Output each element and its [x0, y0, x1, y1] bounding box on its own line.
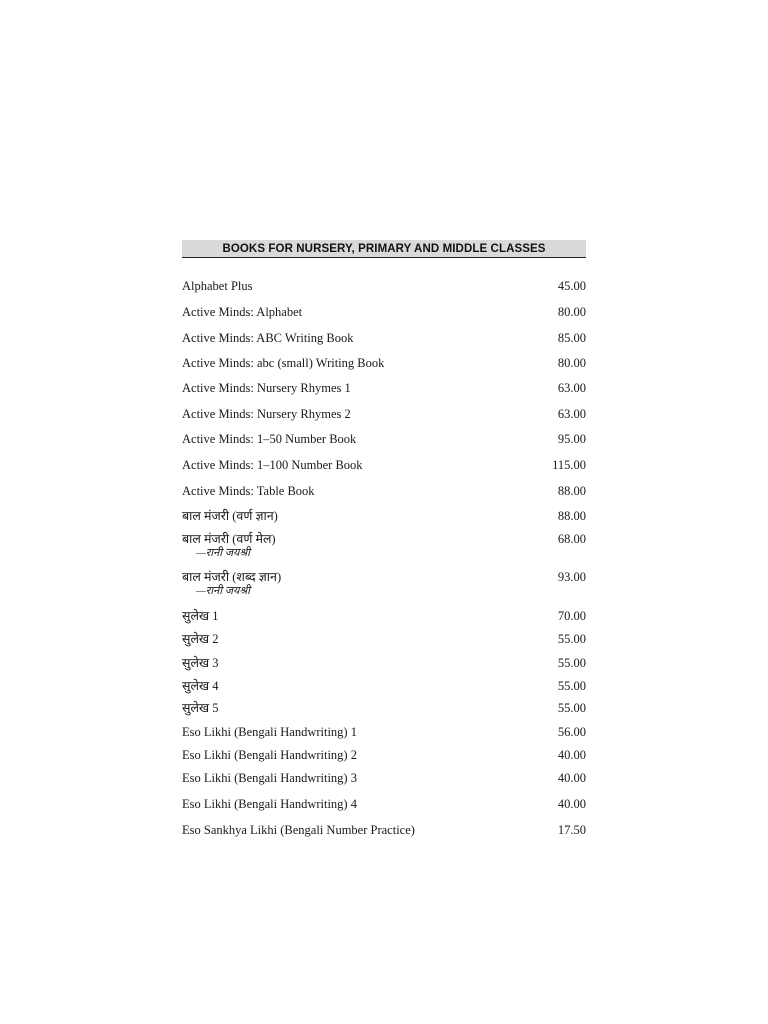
book-price: 95.00: [557, 432, 586, 446]
book-title: बाल मंजरी (वर्ण मेल): [182, 532, 276, 546]
book-price: 55.00: [557, 632, 586, 646]
book-row: [182, 822, 586, 838]
book-row: [182, 483, 586, 499]
book-row: [182, 655, 586, 671]
book-price: 70.00: [557, 609, 586, 623]
book-title: बाल मंजरी (शब्द ज्ञान): [182, 570, 282, 584]
book-row: [182, 431, 586, 447]
book-title: सुलेख 4: [182, 679, 219, 693]
book-author: —रानी जयश्री: [196, 547, 251, 559]
book-title: Eso Likhi (Bengali Handwriting) 3: [182, 771, 357, 785]
book-price: 93.00: [557, 570, 586, 584]
book-title: Active Minds: Alphabet: [182, 305, 303, 319]
book-title: Active Minds: Nursery Rhymes 2: [182, 407, 351, 421]
book-price: 63.00: [557, 381, 586, 395]
book-row: [182, 278, 586, 294]
book-row: [182, 355, 586, 371]
book-row: [182, 531, 586, 559]
book-row: [182, 380, 586, 396]
book-price: 63.00: [557, 407, 586, 421]
book-row: [182, 457, 586, 473]
book-title: Active Minds: Table Book: [182, 484, 315, 498]
book-title: Eso Sankhya Likhi (Bengali Number Practice): [182, 823, 415, 837]
book-title: बाल मंजरी (वर्ण ज्ञान): [182, 509, 278, 523]
book-row: [182, 304, 586, 320]
book-price: 85.00: [557, 331, 586, 345]
book-row: [182, 569, 586, 597]
book-title: सुलेख 5: [182, 701, 219, 715]
book-price: 88.00: [557, 509, 586, 523]
book-title: सुलेख 3: [182, 656, 219, 670]
book-row: [182, 796, 586, 812]
book-price: 115.00: [552, 458, 586, 472]
book-price: 40.00: [557, 797, 586, 811]
book-price: 68.00: [557, 532, 586, 546]
book-price: 45.00: [557, 279, 586, 293]
book-row: [182, 770, 586, 786]
book-title: सुलेख 2: [182, 632, 219, 646]
book-price: 40.00: [557, 771, 586, 785]
section-header: BOOKS FOR NURSERY, PRIMARY AND MIDDLE CLASSES: [182, 240, 586, 258]
book-row: [182, 631, 586, 647]
book-row: [182, 724, 586, 740]
book-title: Active Minds: 1–50 Number Book: [182, 432, 357, 446]
book-title: Eso Likhi (Bengali Handwriting) 2: [182, 748, 357, 762]
book-price: 88.00: [557, 484, 586, 498]
book-title: सुलेख 1: [182, 609, 219, 623]
book-title: Eso Likhi (Bengali Handwriting) 1: [182, 725, 357, 739]
book-title: Active Minds: ABC Writing Book: [182, 331, 354, 345]
book-price: 80.00: [557, 305, 586, 319]
book-row: [182, 406, 586, 422]
book-title: Alphabet Plus: [182, 279, 253, 293]
book-title: Active Minds: 1–100 Number Book: [182, 458, 363, 472]
book-row: [182, 678, 586, 694]
book-price: 17.50: [557, 823, 586, 837]
book-author: —रानी जयश्री: [196, 585, 251, 597]
book-row: [182, 508, 586, 524]
book-title: Active Minds: abc (small) Writing Book: [182, 356, 385, 370]
book-row: [182, 747, 586, 763]
book-title: Active Minds: Nursery Rhymes 1: [182, 381, 351, 395]
book-row: [182, 608, 586, 624]
book-price: 80.00: [557, 356, 586, 370]
book-row: [182, 330, 586, 346]
book-price: 56.00: [557, 725, 586, 739]
book-catalog-page: [182, 240, 586, 837]
book-price: 55.00: [557, 679, 586, 693]
book-price: 55.00: [557, 656, 586, 670]
book-price: 40.00: [557, 748, 586, 762]
book-row: [182, 700, 586, 716]
book-title: Eso Likhi (Bengali Handwriting) 4: [182, 797, 357, 811]
book-price: 55.00: [557, 701, 586, 715]
